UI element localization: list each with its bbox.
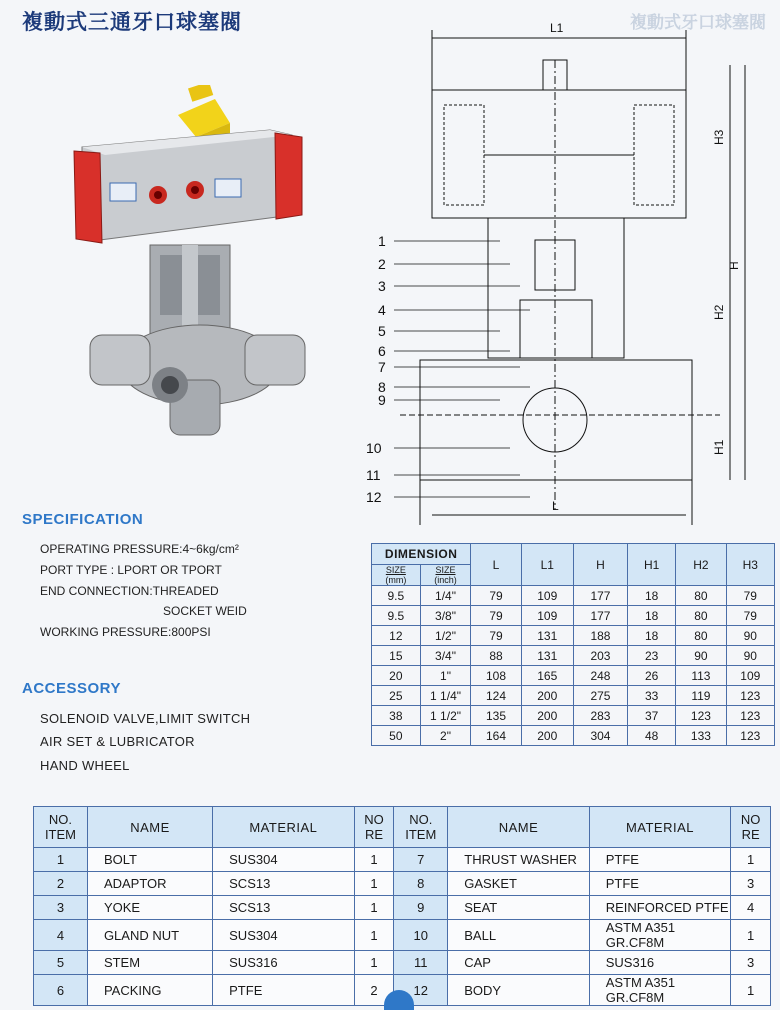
dim-h-label: H	[727, 261, 741, 270]
col-size-inch: SIZE (inch)	[420, 565, 471, 586]
col-nore: NO RE	[731, 807, 771, 848]
dimension-row	[372, 646, 775, 666]
item-name: GLAND NUT	[87, 920, 212, 951]
dimension-cell: 9.5	[372, 586, 421, 606]
parts-table	[33, 806, 771, 1006]
dimension-cell: 200	[521, 726, 573, 746]
item-number: 1	[34, 848, 88, 872]
dimension-cell: 203	[573, 646, 627, 666]
item-name: BOLT	[87, 848, 212, 872]
dimension-cell: 123	[726, 726, 774, 746]
dimension-cell: 15	[372, 646, 421, 666]
col-size-mm: SIZE (mm)	[372, 565, 421, 586]
dimension-cell: 90	[726, 626, 774, 646]
item-name: YOKE	[87, 896, 212, 920]
callout-label: 5	[378, 323, 386, 339]
item-number: 11	[394, 951, 448, 975]
dim-h1-label: H1	[712, 439, 726, 455]
dimension-cell: 26	[628, 666, 676, 686]
item-quantity: 1	[354, 920, 394, 951]
item-quantity: 1	[731, 848, 771, 872]
item-quantity: 1	[731, 975, 771, 1006]
item-material: PTFE	[589, 872, 730, 896]
item-number: 8	[394, 872, 448, 896]
dimension-cell: 25	[372, 686, 421, 706]
dimension-cell: 79	[471, 586, 521, 606]
dimension-cell: 123	[726, 686, 774, 706]
dimension-cell: 124	[471, 686, 521, 706]
item-quantity: 1	[354, 872, 394, 896]
dimension-row	[372, 606, 775, 626]
dimension-cell: 177	[573, 586, 627, 606]
dimension-cell: 18	[628, 586, 676, 606]
item-quantity: 4	[731, 896, 771, 920]
col-name: NAME	[448, 807, 589, 848]
callout-label: 4	[378, 302, 386, 318]
item-material: SUS304	[213, 848, 354, 872]
callout-label: 9	[378, 392, 386, 408]
callout-label: 7	[378, 359, 386, 375]
dimension-cell: 2"	[420, 726, 471, 746]
dimension-cell: 79	[726, 606, 774, 626]
accessory-item: SOLENOID VALVE,LIMIT SWITCH	[40, 711, 251, 726]
dimension-row	[372, 586, 775, 606]
page-title: 複動式三通牙口球塞閥	[22, 9, 242, 34]
spec-port-type: PORT TYPE : LPORT OR TPORT	[40, 563, 222, 577]
accessory-heading: ACCESSORY	[22, 680, 121, 697]
item-number: 4	[34, 920, 88, 951]
dimension-cell: 164	[471, 726, 521, 746]
item-number: 9	[394, 896, 448, 920]
item-quantity: 1	[354, 951, 394, 975]
dimension-cell: 109	[521, 586, 573, 606]
dim-l1-label: L1	[550, 21, 564, 35]
dimension-cell: 135	[471, 706, 521, 726]
item-name: ADAPTOR	[87, 872, 212, 896]
callout-label: 2	[378, 256, 386, 272]
dimension-cell: 248	[573, 666, 627, 686]
col-l: L	[471, 544, 521, 586]
dimension-cell: 1 1/4"	[420, 686, 471, 706]
dimension-cell: 80	[676, 626, 726, 646]
col-nore: NO RE	[354, 807, 394, 848]
dimension-cell: 3/4"	[420, 646, 471, 666]
dimension-cell: 90	[726, 646, 774, 666]
callout-label: 8	[378, 379, 386, 395]
dimension-cell: 188	[573, 626, 627, 646]
dimension-cell: 33	[628, 686, 676, 706]
dimension-cell: 37	[628, 706, 676, 726]
callout-label: 10	[366, 440, 382, 456]
item-number: 10	[394, 920, 448, 951]
item-material: REINFORCED PTFE	[589, 896, 730, 920]
dimension-cell: 38	[372, 706, 421, 726]
item-name: STEM	[87, 951, 212, 975]
item-name: BODY	[448, 975, 589, 1006]
dimension-cell: 12	[372, 626, 421, 646]
item-number: 6	[34, 975, 88, 1006]
dimension-cell: 1"	[420, 666, 471, 686]
dimension-row	[372, 626, 775, 646]
item-material: ASTM A351 GR.CF8M	[589, 920, 730, 951]
dimension-cell: 109	[521, 606, 573, 626]
specification-heading: SPECIFICATION	[22, 511, 144, 528]
item-quantity: 3	[731, 951, 771, 975]
dim-h3-label: H3	[712, 129, 726, 145]
parts-row	[34, 920, 771, 951]
parts-row	[34, 848, 771, 872]
dimension-cell: 113	[676, 666, 726, 686]
dimension-cell: 131	[521, 646, 573, 666]
dimension-cell: 119	[676, 686, 726, 706]
col-h3: H3	[726, 544, 774, 586]
dimension-title: DIMENSION	[372, 544, 471, 565]
item-quantity: 1	[354, 896, 394, 920]
item-quantity: 3	[731, 872, 771, 896]
col-no-item: NO. ITEM	[34, 807, 88, 848]
dimension-cell: 131	[521, 626, 573, 646]
item-quantity: 1	[354, 848, 394, 872]
item-name: BALL	[448, 920, 589, 951]
dimension-cell: 48	[628, 726, 676, 746]
col-no-item: NO. ITEM	[394, 807, 448, 848]
dimension-cell: 1/2"	[420, 626, 471, 646]
accessory-item: HAND WHEEL	[40, 758, 130, 773]
callout-label: 3	[378, 278, 386, 294]
dimension-cell: 109	[726, 666, 774, 686]
dimension-cell: 80	[676, 606, 726, 626]
callout-label: 11	[366, 467, 381, 483]
item-number: 12	[394, 975, 448, 1006]
item-material: SCS13	[213, 896, 354, 920]
callout-label: 1	[378, 233, 386, 249]
dimension-row	[372, 686, 775, 706]
dimension-cell: 79	[726, 586, 774, 606]
dimension-cell: 1 1/2"	[420, 706, 471, 726]
accessory-item: AIR SET & LUBRICATOR	[40, 734, 195, 749]
callout-label: 12	[366, 489, 382, 505]
item-quantity: 1	[731, 920, 771, 951]
dimension-cell: 133	[676, 726, 726, 746]
callout-label: 6	[378, 343, 386, 359]
dimension-table	[371, 543, 775, 746]
item-number: 5	[34, 951, 88, 975]
col-h2: H2	[676, 544, 726, 586]
dimension-cell: 23	[628, 646, 676, 666]
item-material: SUS316	[213, 951, 354, 975]
item-number: 7	[394, 848, 448, 872]
dimension-row	[372, 666, 775, 686]
item-material: PTFE	[213, 975, 354, 1006]
spec-operating-pressure: OPERATING PRESSURE:4~6kg/cm²	[40, 542, 239, 556]
item-name: PACKING	[87, 975, 212, 1006]
item-material: ASTM A351 GR.CF8M	[589, 975, 730, 1006]
dimension-cell: 18	[628, 606, 676, 626]
item-name: THRUST WASHER	[448, 848, 589, 872]
parts-row	[34, 896, 771, 920]
col-h: H	[573, 544, 627, 586]
dimension-cell: 200	[521, 706, 573, 726]
item-material: SUS316	[589, 951, 730, 975]
item-name: GASKET	[448, 872, 589, 896]
col-name: NAME	[87, 807, 212, 848]
dim-l-label: L	[552, 499, 559, 513]
item-number: 2	[34, 872, 88, 896]
item-name: SEAT	[448, 896, 589, 920]
dim-h2-label: H2	[712, 304, 726, 320]
dimension-cell: 79	[471, 606, 521, 626]
dimension-cell: 79	[471, 626, 521, 646]
spec-working-pressure: WORKING PRESSURE:800PSI	[40, 625, 211, 639]
dimension-cell: 200	[521, 686, 573, 706]
dimension-cell: 165	[521, 666, 573, 686]
dimension-cell: 90	[676, 646, 726, 666]
col-l1: L1	[521, 544, 573, 586]
valve-product-photo	[70, 85, 330, 455]
dimension-cell: 20	[372, 666, 421, 686]
col-material: MATERIAL	[589, 807, 730, 848]
dimension-cell: 177	[573, 606, 627, 626]
item-number: 3	[34, 896, 88, 920]
item-material: SUS304	[213, 920, 354, 951]
dimension-cell: 80	[676, 586, 726, 606]
dimension-cell: 123	[676, 706, 726, 726]
dimension-cell: 18	[628, 626, 676, 646]
col-material: MATERIAL	[213, 807, 354, 848]
dimension-cell: 283	[573, 706, 627, 726]
dimension-cell: 304	[573, 726, 627, 746]
dimension-row	[372, 726, 775, 746]
item-name: CAP	[448, 951, 589, 975]
dimension-cell: 9.5	[372, 606, 421, 626]
dimension-cell: 3/8"	[420, 606, 471, 626]
col-h1: H1	[628, 544, 676, 586]
watermark-title: 複動式牙口球塞閥	[630, 13, 766, 33]
spec-end-connection: END CONNECTION:THREADED	[40, 584, 219, 598]
parts-row	[34, 872, 771, 896]
dimension-cell: 88	[471, 646, 521, 666]
dimension-row	[372, 706, 775, 726]
dimension-cell: 50	[372, 726, 421, 746]
parts-row	[34, 951, 771, 975]
dimension-cell: 275	[573, 686, 627, 706]
dimension-cell: 108	[471, 666, 521, 686]
item-material: PTFE	[589, 848, 730, 872]
dimension-cell: 123	[726, 706, 774, 726]
valve-section-drawing	[360, 20, 760, 530]
dimension-cell: 1/4"	[420, 586, 471, 606]
item-quantity: 2	[354, 975, 394, 1006]
item-material: SCS13	[213, 872, 354, 896]
spec-end-connection-alt: SOCKET WEID	[163, 604, 247, 618]
